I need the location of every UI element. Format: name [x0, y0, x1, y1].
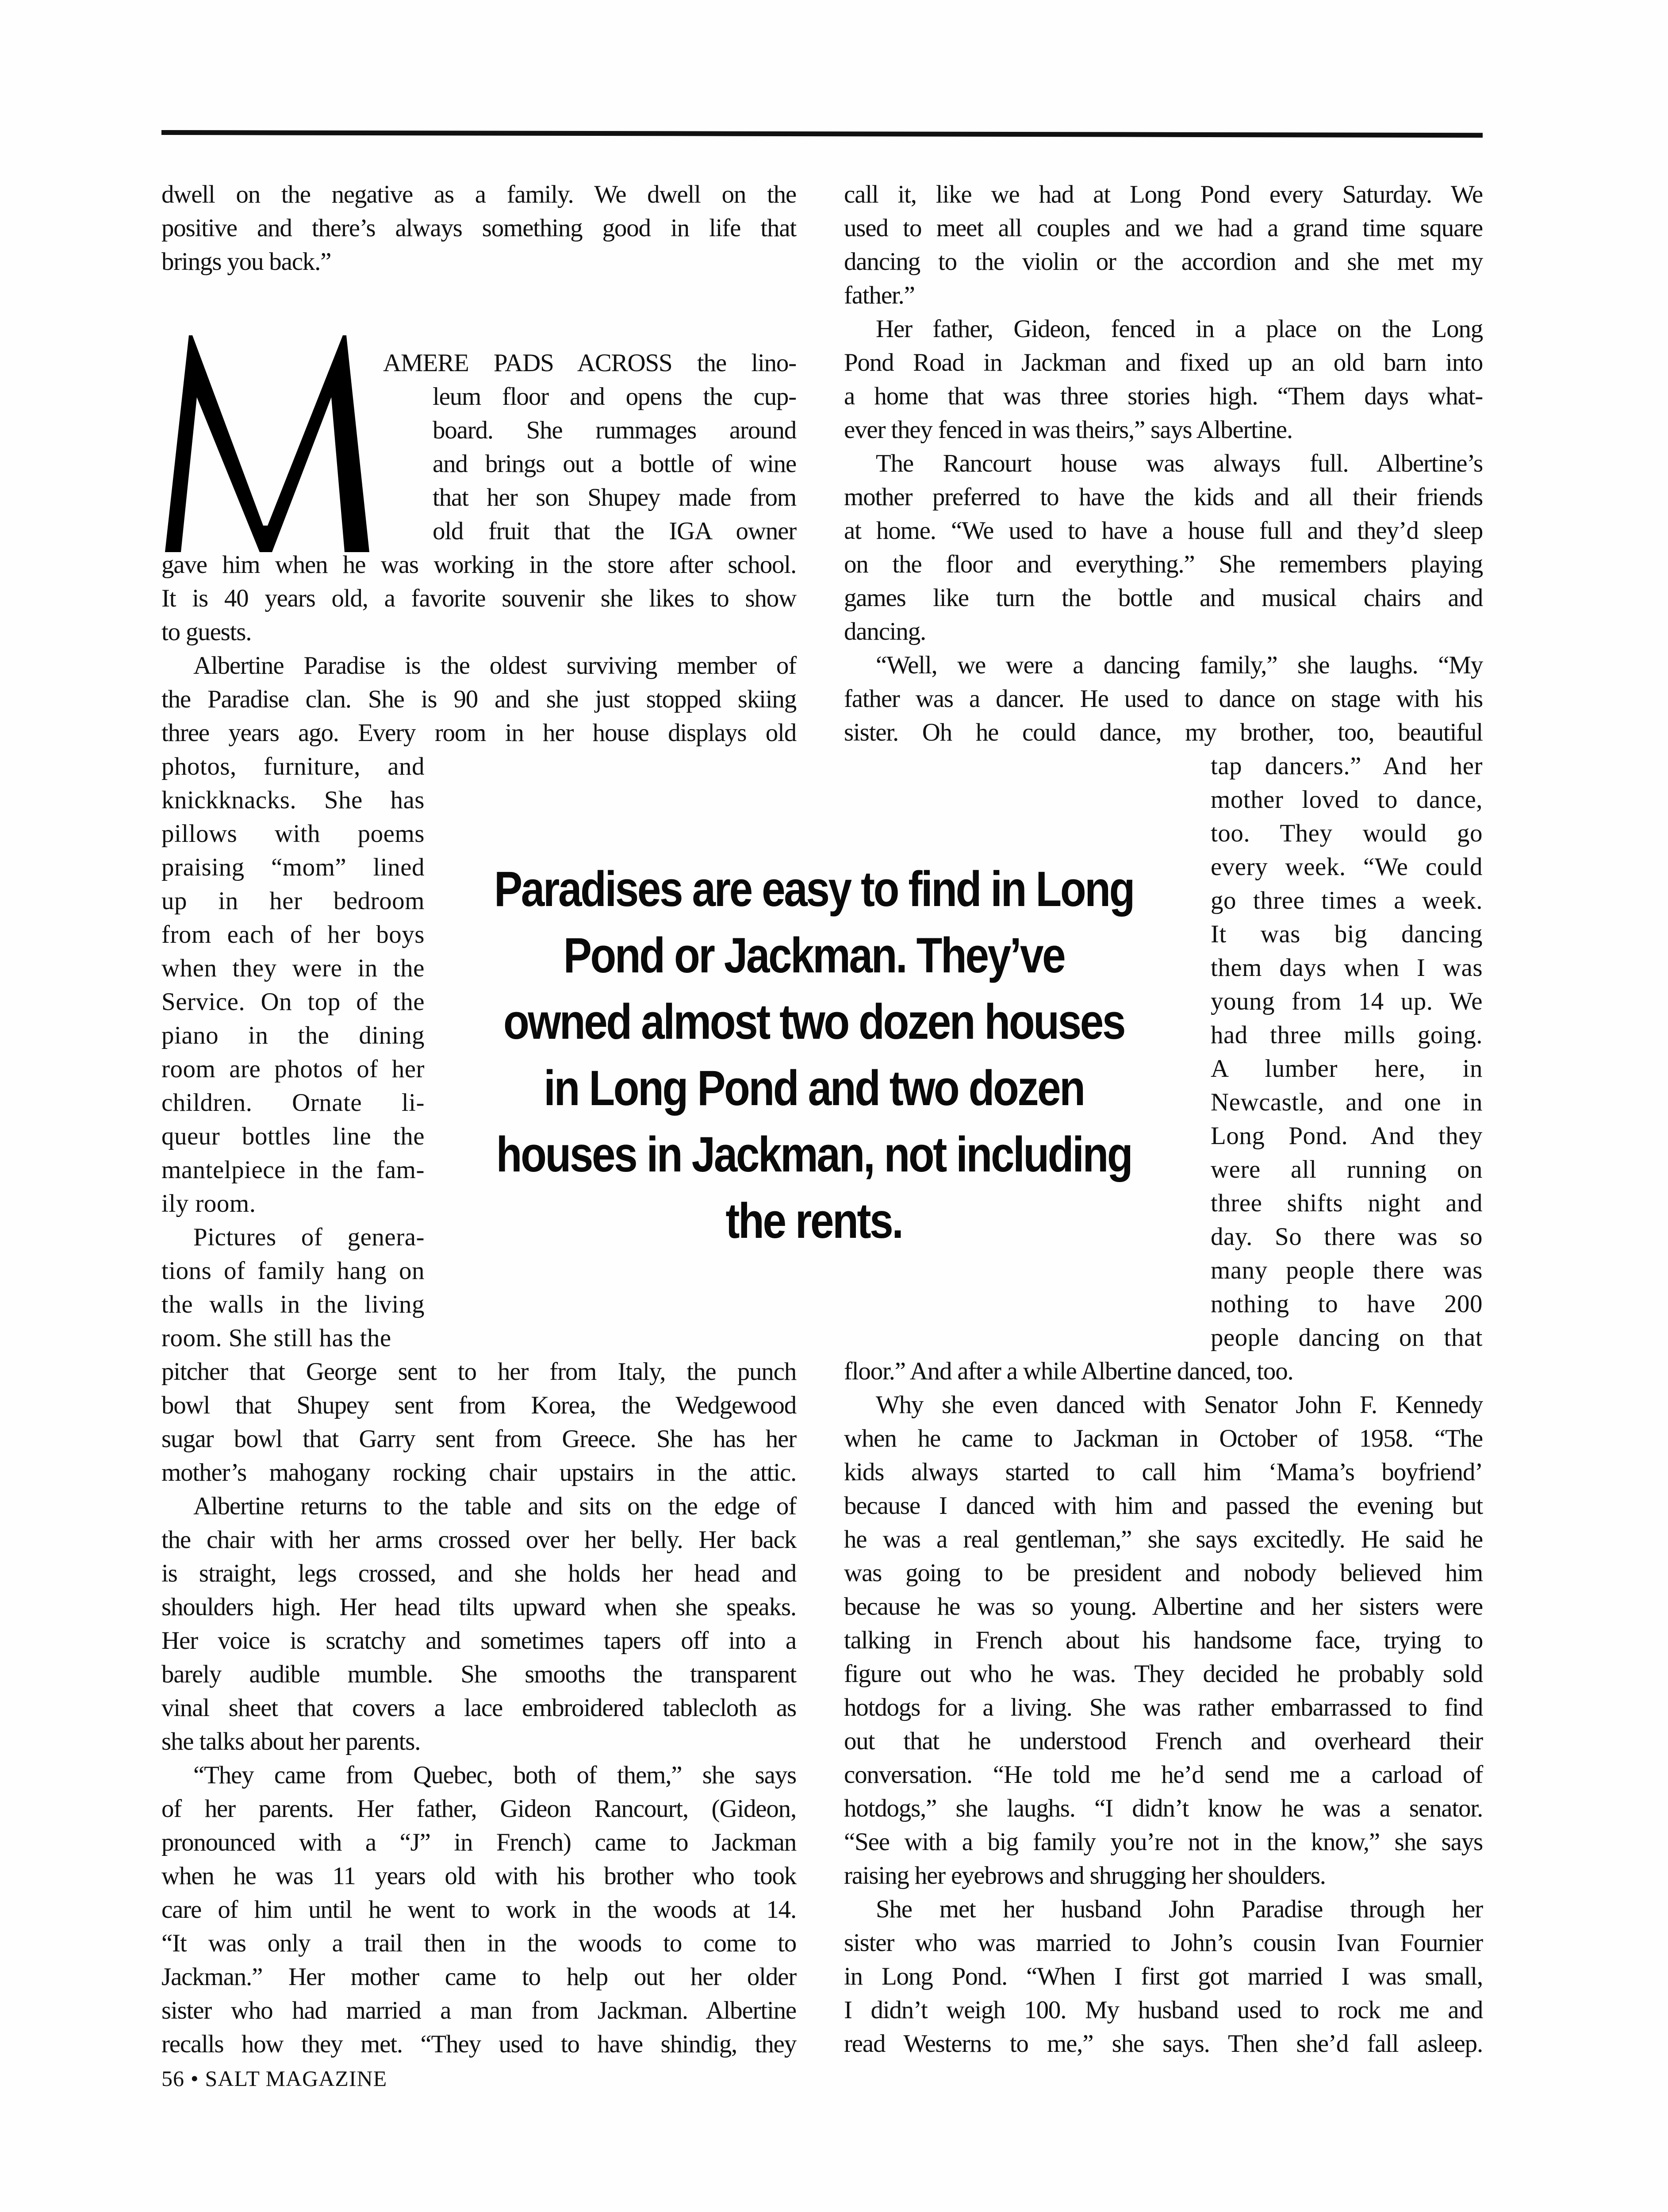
body-line: tions of family hang on [161, 1257, 425, 1285]
body-line: recalls how they met. “They used to have shindig, they [161, 2030, 796, 2058]
body-line: old fruit that the IGA owner [433, 517, 796, 545]
body-line: hotdogs,” she laughs. “I didn’t know he was a senator. [844, 1794, 1483, 1822]
body-line: brings you back.” [161, 248, 331, 276]
body-line: were all running on [1211, 1156, 1483, 1183]
pull-quote-line: Paradises are easy to find in Long [494, 861, 1134, 917]
body-line: The Rancourt house was always full. Albertine’s [876, 449, 1483, 477]
drop-cap-lead-in: AMERE PADS ACROSS the lino- [383, 349, 796, 377]
body-line: people dancing on that [1211, 1324, 1483, 1352]
body-line: every week. “We could [1211, 853, 1483, 881]
body-line: pillows with poems [161, 820, 425, 848]
page-number: 56 [161, 2066, 184, 2091]
body-line: day. So there was so [1211, 1223, 1483, 1251]
body-line: used to meet all couples and we had a grand time square [844, 214, 1483, 242]
body-line: many people there was [1211, 1256, 1483, 1284]
body-line: father was a dancer. He used to dance on stage with his [844, 685, 1483, 713]
body-line: was going to be president and nobody believed him [844, 1559, 1483, 1587]
body-line: from each of her boys [161, 921, 425, 949]
body-line: Service. On top of the [161, 988, 425, 1016]
body-line: care of him until he went to work in the woods at 14. [161, 1896, 796, 1924]
body-line: them days when I was [1211, 954, 1483, 982]
body-line: mother’s mahogany rocking chair upstairs in the attic. [161, 1459, 796, 1486]
body-line: go three times a week. [1211, 887, 1483, 914]
pull-quote-line: owned almost two dozen houses [503, 994, 1125, 1049]
body-line: bowl that Shupey sent from Korea, the Wedgewood [161, 1391, 796, 1419]
body-line: mantelpiece in the fam- [161, 1156, 425, 1184]
body-line: up in her bedroom [161, 887, 425, 915]
body-line: sister who had married a man from Jackman. Albertine [161, 1997, 796, 2024]
body-line: ily room. [161, 1190, 256, 1217]
header-rule [161, 130, 1483, 138]
body-line: had three mills going. [1211, 1021, 1483, 1049]
drop-cap-m [161, 331, 383, 561]
body-line: the Paradise clan. She is 90 and she just stopped skiing [161, 685, 796, 713]
pull-quote-line: the rents. [725, 1193, 902, 1248]
body-line: pronounced with a “J” in French) came to Jackman [161, 1828, 796, 1856]
body-line: “They came from Quebec, both of them,” she says [193, 1761, 796, 1789]
body-line: because I danced with him and passed the evening but [844, 1492, 1483, 1520]
body-line: young from 14 up. We [1211, 987, 1483, 1015]
body-line: knickknacks. She has [161, 786, 425, 814]
body-line: in Long Pond. “When I first got married I was small, [844, 1962, 1483, 1990]
body-line: “Well, we were a dancing family,” she laughs. “My [876, 651, 1483, 679]
body-line: conversation. “He told me he’d send me a carload of [844, 1761, 1483, 1789]
body-line: room. She still has the [161, 1324, 391, 1352]
body-line: mother loved to dance, [1211, 786, 1483, 814]
body-line: a home that was three stories high. “Them days what- [844, 382, 1483, 410]
body-line: pitcher that George sent to her from Italy, the punch [161, 1358, 796, 1386]
body-line: dwell on the negative as a family. We dwell on the [161, 180, 796, 208]
body-line: and brings out a bottle of wine [433, 450, 796, 478]
body-line: the walls in the living [161, 1290, 425, 1318]
body-line: “It was only a trail then in the woods to come to [161, 1929, 796, 1957]
body-line: of her parents. Her father, Gideon Rancourt, (Gideon, [161, 1795, 796, 1823]
page-folio [161, 2065, 387, 2092]
body-line: sister. Oh he could dance, my brother, too, beautiful [844, 718, 1483, 746]
body-line: room are photos of her [161, 1055, 425, 1083]
body-line: Why she even danced with Senator John F. Kennedy [876, 1391, 1483, 1419]
body-line: she talks about her parents. [161, 1728, 421, 1755]
body-line: when he came to Jackman in October of 1958. “The [844, 1425, 1483, 1452]
body-line: Her voice is scratchy and sometimes tapers off into a [161, 1627, 796, 1655]
body-line: three shifts night and [1211, 1189, 1483, 1217]
body-line: floor.” And after a while Albertine danced, too. [844, 1357, 1293, 1385]
body-line: I didn’t weigh 100. My husband used to rock me and [844, 1996, 1483, 2024]
bullet-separator: • [191, 2066, 199, 2091]
body-line: “See with a big family you’re not in the know,” she says [844, 1828, 1483, 1856]
body-line: leum floor and opens the cup- [433, 383, 796, 411]
body-line: out that he understood French and overheard their [844, 1727, 1483, 1755]
body-line: at home. “We used to have a house full and they’d sleep [844, 517, 1483, 545]
body-line: sugar bowl that Garry sent from Greece. She has her [161, 1425, 796, 1453]
body-line: Pond Road in Jackman and fixed up an old barn into [844, 349, 1483, 376]
body-line: children. Ornate li- [161, 1089, 425, 1117]
body-line: gave him when he was working in the store after school. [161, 551, 796, 579]
body-line: ever they fenced in was theirs,” says Albertine. [844, 416, 1292, 444]
body-line: hotdogs for a living. She was rather embarrassed to find [844, 1694, 1483, 1721]
body-line: on the floor and everything.” She remembers playing [844, 550, 1483, 578]
body-line: father.” [844, 281, 915, 309]
body-line: It is 40 years old, a favorite souvenir she likes to show [161, 584, 796, 612]
body-line: call it, like we had at Long Pond every Saturday. We [844, 180, 1483, 208]
body-line: Albertine Paradise is the oldest surviving member of [193, 652, 796, 680]
body-line: read Westerns to me,” she says. Then she’d fall asleep. [844, 2030, 1483, 2058]
body-line: nothing to have 200 [1211, 1290, 1483, 1318]
body-line: tap dancers.” And her [1211, 752, 1483, 780]
body-line: the chair with her arms crossed over her belly. Her back [161, 1526, 796, 1554]
body-line: Her father, Gideon, fenced in a place on the Long [876, 315, 1483, 343]
body-line: A lumber here, in [1211, 1055, 1483, 1083]
body-line: when they were in the [161, 954, 425, 982]
body-line: figure out who he was. They decided he probably sold [844, 1660, 1483, 1688]
body-line: too. They would go [1211, 819, 1483, 847]
body-line: because he was so young. Albertine and her sisters were [844, 1593, 1483, 1621]
body-line: to guests. [161, 618, 252, 646]
body-line: kids always started to call him ‘Mama’s boyfriend’ [844, 1458, 1483, 1486]
body-line: dancing to the violin or the accordion and she met my [844, 248, 1483, 276]
body-line: It was big dancing [1211, 920, 1483, 948]
body-line: he was a real gentleman,” she says excitedly. He said he [844, 1525, 1483, 1553]
body-line: games like turn the bottle and musical chairs and [844, 584, 1483, 612]
body-line: raising her eyebrows and shrugging her shoulders. [844, 1862, 1326, 1889]
pull-quote-line: houses in Jackman, not including [496, 1127, 1132, 1182]
body-line: Long Pond. And they [1211, 1122, 1483, 1150]
body-line: queur bottles line the [161, 1122, 425, 1150]
body-line: Albertine returns to the table and sits on the edge of [193, 1492, 796, 1520]
body-line: praising “mom” lined [161, 853, 425, 881]
body-line: photos, furniture, and [161, 753, 425, 780]
body-line: She met her husband John Paradise through her [876, 1895, 1483, 1923]
body-line: barely audible mumble. She smooths the transparent [161, 1660, 796, 1688]
body-line: sister who was married to John’s cousin Ivan Fournier [844, 1929, 1483, 1957]
body-line: Newcastle, and one in [1211, 1088, 1483, 1116]
pull-quote-line: Pond or Jackman. They’ve [563, 928, 1065, 983]
body-line: dancing. [844, 618, 926, 645]
body-line: mother preferred to have the kids and all their friends [844, 483, 1483, 511]
publication-name: SALT MAGAZINE [205, 2066, 387, 2091]
body-line: Pictures of genera- [193, 1223, 425, 1251]
body-line: that her son Shupey made from [433, 484, 796, 511]
body-line: Jackman.” Her mother came to help out her older [161, 1963, 796, 1991]
body-line: positive and there’s always something good in life that [161, 214, 796, 242]
pull-quote-line: in Long Pond and two dozen [544, 1060, 1084, 1116]
body-line: shoulders high. Her head tilts upward when she speaks. [161, 1593, 796, 1621]
body-line: when he was 11 years old with his brother who took [161, 1862, 796, 1890]
body-line: is straight, legs crossed, and she holds her head and [161, 1559, 796, 1587]
body-line: piano in the dining [161, 1022, 425, 1049]
body-line: talking in French about his handsome face, trying to [844, 1626, 1483, 1654]
body-line: three years ago. Every room in her house displays old [161, 719, 796, 747]
body-line: vinal sheet that covers a lace embroidered tablecloth as [161, 1694, 796, 1722]
body-line: board. She rummages around [433, 416, 796, 444]
